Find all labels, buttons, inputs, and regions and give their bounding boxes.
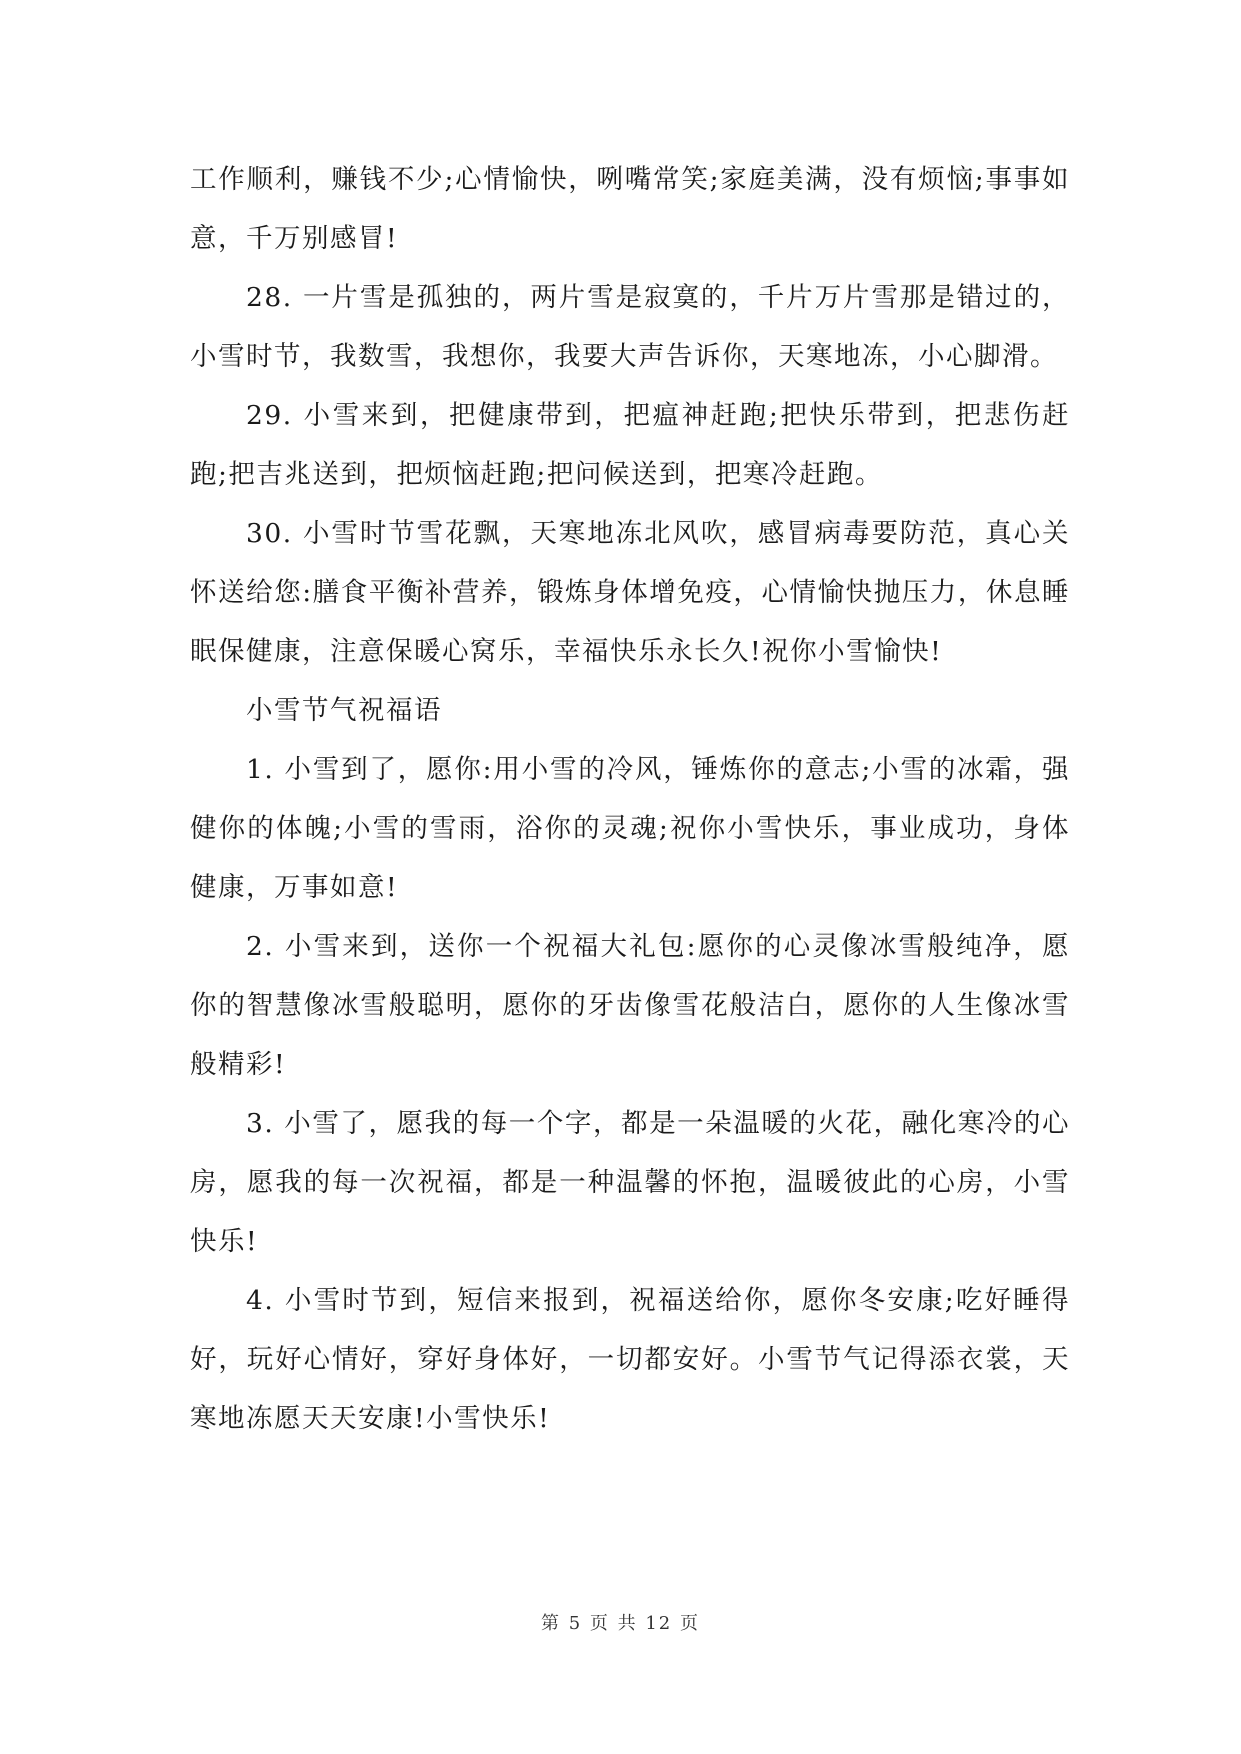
document-body: [190, 150, 1070, 1448]
section-paragraph-1: 1. 小雪到了，愿你:用小雪的冷风，锤炼你的意志;小雪的冰霜，强健你的体魄;小雪的雪雨，浴你的灵魂;祝你小雪快乐，事业成功，身体健康，万事如意!: [190, 754, 1070, 903]
section-paragraph-2: 2. 小雪来到，送你一个祝福大礼包:愿你的心灵像冰雪般纯净，愿你的智慧像冰雪般聪明，愿你的牙齿像雪花般洁白，愿你的人生像冰雪般精彩!: [190, 931, 1070, 1080]
section-paragraph-3: 3. 小雪了，愿我的每一个字，都是一朵温暖的火花，融化寒冷的心房，愿我的每一次祝福，都是一种温馨的怀抱，温暖彼此的心房，小雪快乐!: [190, 1108, 1070, 1257]
section-paragraph-4: 4. 小雪时节到，短信来报到，祝福送给你，愿你冬安康;吃好睡得好，玩好心情好，穿好身体好，一切都安好。小雪节气记得添衣裳，天寒地冻愿天天安康!小雪快乐!: [190, 1285, 1070, 1434]
section-heading: 小雪节气祝福语: [246, 695, 442, 726]
page-footer: 第 5 页 共 12 页: [541, 1613, 700, 1634]
paragraph-28: 28. 一片雪是孤独的，两片雪是寂寞的，千片万片雪那是错过的，小雪时节，我数雪，我想你，我要大声告诉你，天寒地冻，小心脚滑。: [190, 282, 1070, 372]
paragraph-29: 29. 小雪来到，把健康带到，把瘟神赶跑;把快乐带到，把悲伤赶跑;把吉兆送到，把烦恼赶跑;把问候送到，把寒冷赶跑。: [190, 400, 1070, 490]
paragraph-30: 30. 小雪时节雪花飘，天寒地冻北风吹，感冒病毒要防范，真心关怀送给您:膳食平衡补营养，锻炼身体增免疫，心情愉快抛压力，休息睡眠保健康，注意保暖心窝乐，幸福快乐永长久!祝你小雪愉快!: [190, 518, 1070, 667]
paragraph-continuation: 工作顺利，赚钱不少;心情愉快，咧嘴常笑;家庭美满，没有烦恼;事事如意，千万别感冒!: [190, 164, 1070, 254]
